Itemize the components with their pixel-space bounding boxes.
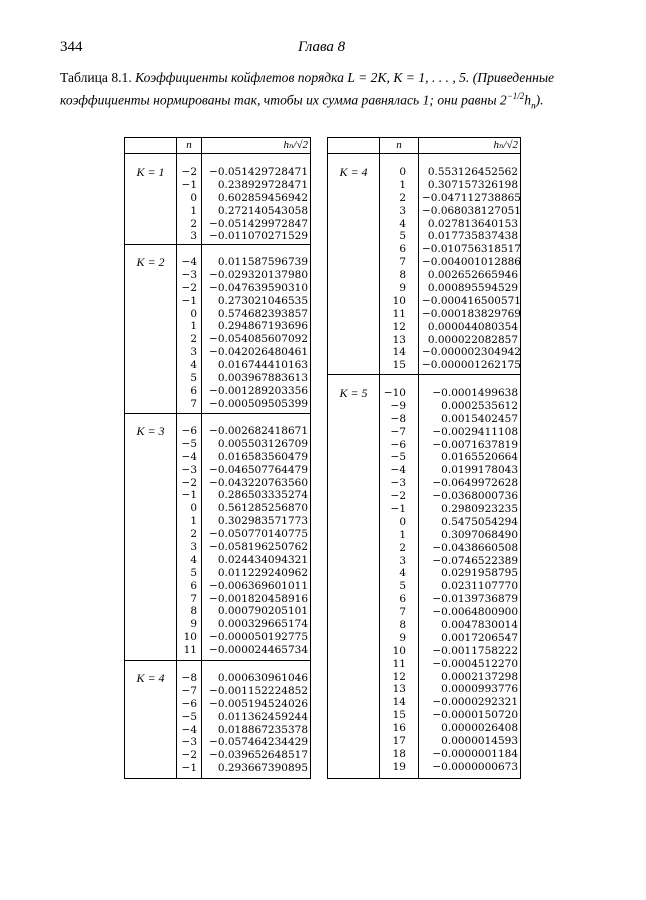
table-cell-n: 11	[392, 657, 406, 670]
column-divider	[418, 138, 419, 778]
table-cell-n: 2	[190, 333, 197, 346]
table-cell-n: −6	[181, 697, 197, 710]
table-cell-value: 0.0047830014	[441, 619, 518, 632]
value-column	[422, 387, 518, 774]
table-cell-n: 3	[399, 204, 406, 217]
table-cell-value: 0.0002137298	[441, 670, 518, 683]
table-cell-n: 8	[399, 619, 406, 632]
table-cell-value: 0.000329665174	[217, 618, 308, 631]
table-cell-n: 12	[392, 670, 406, 683]
table-cell-value: −0.039652648517	[209, 749, 308, 762]
table-cell-n: −3	[181, 268, 197, 281]
group-rule	[125, 660, 310, 661]
table-cell-n: −4	[181, 256, 197, 268]
table-cell-n: −1	[390, 503, 406, 516]
table-cell-n: 5	[399, 230, 406, 243]
coefficient-table-right	[327, 137, 521, 779]
value-column	[205, 672, 308, 775]
table-cell-n: 0	[190, 307, 197, 320]
table-cell-n: −8	[390, 412, 406, 425]
n-column	[177, 256, 197, 411]
table-cell-n: 4	[190, 359, 197, 372]
table-cell-value: −0.054085607092	[209, 333, 308, 346]
table-cell-value: −0.010756318517	[422, 243, 521, 256]
table-cell-value: 0.602859456942	[217, 191, 308, 204]
table-cell-n: 6	[190, 579, 197, 592]
table-cell-value: 0.2980923235	[441, 503, 518, 516]
table-cell-n: 15	[392, 709, 406, 722]
table-cell-value: −0.0000292321	[432, 696, 518, 709]
group-label-k1: K = 1	[136, 165, 165, 179]
table-cell-n: 13	[392, 683, 406, 696]
value-column	[205, 166, 308, 243]
column-divider	[201, 138, 202, 778]
table-cell-n: −7	[181, 684, 197, 697]
table-cell-n: −7	[390, 425, 406, 438]
table-cell-n: −8	[181, 672, 197, 684]
table-cell-value: 0.011362459244	[217, 710, 308, 723]
group-label-k4: K = 4	[339, 165, 368, 179]
table-cell-value: −0.051429728471	[209, 166, 308, 178]
table-cell-n: 15	[392, 359, 406, 372]
table-cell-n: 2	[399, 541, 406, 554]
caption-sub: n	[531, 100, 536, 111]
table-cell-n: −1	[181, 178, 197, 191]
group-label-k5: K = 5	[339, 386, 368, 400]
table-cell-n: 0	[190, 191, 197, 204]
group-label-k3: K = 3	[136, 424, 165, 438]
n-column	[380, 166, 406, 372]
table-cell-value: 0.0000014593	[441, 735, 518, 748]
table-cell-value: −0.000001262175	[422, 359, 521, 372]
table-cell-value: −0.0000001184	[432, 747, 518, 760]
table-cell-value: 0.0231107770	[441, 580, 518, 593]
table-cell-n: 10	[183, 631, 197, 644]
table-cell-n: 1	[190, 515, 197, 528]
table-cell-value: −0.057464234429	[209, 736, 308, 749]
table-cell-n: 6	[399, 593, 406, 606]
value-column	[422, 166, 521, 372]
table-cell-value: −0.0071637819	[432, 438, 518, 451]
table-cell-n: −3	[390, 477, 406, 490]
table-cell-n: 11	[392, 307, 406, 320]
table-cell-n: −2	[390, 490, 406, 503]
table-cell-n: 4	[399, 567, 406, 580]
group-rule	[125, 413, 310, 414]
table-cell-n: −1	[181, 762, 197, 775]
table-caption	[60, 69, 588, 114]
table-cell-n: 4	[190, 553, 197, 566]
table-cell-value: −0.042026480461	[209, 346, 308, 359]
table-cell-value: 0.286503335274	[217, 489, 308, 502]
table-cell-value: 0.5475054294	[441, 515, 518, 528]
table-cell-value: 0.018867235378	[217, 723, 308, 736]
table-cell-value: 0.017735837438	[427, 230, 518, 243]
table-cell-n: 1	[399, 178, 406, 191]
table-cell-n: 0	[399, 515, 406, 528]
table-cell-value: −0.0000000673	[432, 760, 518, 773]
table-cell-n: 9	[190, 618, 197, 631]
table-cell-value: 0.000895594529	[427, 282, 518, 295]
table-cell-value: 0.3097068490	[441, 528, 518, 541]
table-cell-n: 10	[392, 294, 406, 307]
table-cell-value: −0.000024465734	[209, 644, 308, 657]
table-cell-value: −0.000509505399	[209, 397, 308, 410]
group-rule	[328, 374, 520, 375]
table-cell-value: 0.011229240962	[217, 566, 308, 579]
table-cell-n: 3	[190, 541, 197, 554]
table-cell-value: −0.0004512270	[432, 657, 518, 670]
table-cell-value: 0.553126452562	[427, 166, 518, 178]
table-cell-value: 0.293667390895	[217, 762, 308, 775]
table-cell-n: 2	[190, 528, 197, 541]
table-cell-value: −0.029320137980	[209, 268, 308, 281]
table-cell-n: −9	[390, 399, 406, 412]
table-cell-n: 12	[392, 320, 406, 333]
caption-lead: Таблица 8.1.	[60, 70, 132, 85]
table-cell-n: 7	[399, 606, 406, 619]
table-cell-value: 0.016744410163	[217, 359, 308, 372]
table-cell-n: −4	[181, 450, 197, 463]
table-cell-value: 0.294867193696	[217, 320, 308, 333]
header-n: n	[186, 139, 192, 151]
table-cell-n: 14	[392, 696, 406, 709]
table-cell-value: −0.047639590310	[209, 281, 308, 294]
table-cell-value: −0.0001499638	[432, 387, 518, 399]
table-cell-value: −0.0139736879	[432, 593, 518, 606]
table-cell-n: 5	[190, 372, 197, 385]
n-column	[177, 166, 197, 243]
table-cell-n: 3	[190, 230, 197, 243]
table-cell-value: −0.001820458916	[209, 592, 308, 605]
table-cell-value: 0.005503126709	[217, 437, 308, 450]
table-cell-value: −0.0000150720	[432, 709, 518, 722]
table-cell-value: −0.0438660508	[432, 541, 518, 554]
table-cell-n: 6	[190, 384, 197, 397]
table-cell-n: 2	[190, 217, 197, 230]
table-cell-value: 0.000044080354	[427, 320, 518, 333]
table-cell-value: 0.0002535612	[441, 399, 518, 412]
table-cell-n: 2	[399, 191, 406, 204]
table-cell-n: 5	[399, 580, 406, 593]
table-cell-n: 10	[392, 644, 406, 657]
table-cell-value: 0.0015402457	[441, 412, 518, 425]
table-cell-value: 0.024434094321	[217, 553, 308, 566]
table-cell-value: 0.003967883613	[217, 372, 308, 385]
table-cell-value: 0.027813640153	[427, 217, 518, 230]
table-cell-n: 1	[190, 320, 197, 333]
header-hn: hₙ/√2	[493, 139, 518, 151]
table-cell-n: −6	[390, 438, 406, 451]
table-cell-n: −2	[181, 166, 197, 178]
table-cell-value: −0.068038127051	[422, 204, 521, 217]
n-column	[177, 672, 197, 775]
table-cell-n: 17	[392, 735, 406, 748]
table-cell-value: −0.001289203356	[209, 384, 308, 397]
table-cell-n: 3	[399, 554, 406, 567]
table-cell-value: 0.238929728471	[217, 178, 308, 191]
table-cell-value: −0.001152224852	[209, 684, 308, 697]
group-label-k2: K = 2	[136, 255, 165, 269]
table-cell-n: −2	[181, 476, 197, 489]
table-cell-value: 0.574682393857	[217, 307, 308, 320]
table-cell-value: −0.000002304942	[422, 346, 521, 359]
table-cell-n: −3	[181, 736, 197, 749]
table-cell-value: −0.046507764479	[209, 463, 308, 476]
table-cell-n: 11	[183, 644, 197, 657]
table-cell-n: 7	[399, 256, 406, 269]
table-cell-n: 9	[399, 282, 406, 295]
table-cell-value: −0.0368000736	[432, 490, 518, 503]
table-cell-value: 0.0000993776	[441, 683, 518, 696]
table-cell-value: −0.0029411108	[432, 425, 518, 438]
table-cell-n: 1	[190, 204, 197, 217]
table-cell-value: −0.002682418671	[209, 425, 308, 437]
table-cell-value: −0.005194524026	[209, 697, 308, 710]
table-cell-n: −5	[390, 451, 406, 464]
table-cell-value: −0.0746522389	[432, 554, 518, 567]
group-label-k4: K = 4	[136, 671, 165, 685]
header-n: n	[396, 139, 402, 151]
n-column	[380, 387, 406, 774]
table-cell-value: −0.011070271529	[209, 230, 308, 243]
table-cell-value: 0.273021046535	[217, 294, 308, 307]
table-cell-value: 0.0165520664	[441, 451, 518, 464]
table-cell-value: −0.043220763560	[209, 476, 308, 489]
table-cell-n: 9	[399, 631, 406, 644]
table-cell-value: −0.058196250762	[209, 541, 308, 554]
table-cell-n: −4	[181, 723, 197, 736]
table-cell-n: 5	[190, 566, 197, 579]
table-cell-n: 14	[392, 346, 406, 359]
table-cell-value: 0.0017206547	[441, 631, 518, 644]
table-cell-n: 0	[190, 502, 197, 515]
table-cell-n: 8	[190, 605, 197, 618]
table-cell-n: 0	[399, 166, 406, 178]
table-cell-n: −2	[181, 749, 197, 762]
table-cell-value: −0.051429972847	[209, 217, 308, 230]
table-cell-value: −0.0011758222	[432, 644, 518, 657]
table-cell-n: 19	[392, 760, 406, 773]
table-cell-value: −0.000050192775	[209, 631, 308, 644]
table-cell-n: −3	[181, 463, 197, 476]
coefficient-table-left	[124, 137, 311, 779]
table-cell-value: −0.050770140775	[209, 528, 308, 541]
table-cell-value: 0.0199178043	[441, 464, 518, 477]
table-cell-n: 7	[190, 397, 197, 410]
table-cell-value: 0.000630961046	[217, 672, 308, 684]
value-column	[205, 425, 308, 657]
table-cell-value: −0.0649972628	[432, 477, 518, 490]
table-cell-n: 4	[399, 217, 406, 230]
table-cell-n: 6	[399, 243, 406, 256]
chapter-title: Глава 8	[298, 39, 346, 55]
table-cell-n: 8	[399, 269, 406, 282]
table-cell-value: 0.0000026408	[441, 722, 518, 735]
caption-h: h	[524, 92, 532, 108]
n-column	[177, 425, 197, 657]
table-cell-value: −0.000183829769	[422, 307, 521, 320]
table-cell-n: 16	[392, 722, 406, 735]
header-hn: hₙ/√2	[283, 139, 308, 151]
table-cell-value: 0.016583560479	[217, 450, 308, 463]
table-cell-value: −0.0064800900	[432, 606, 518, 619]
table-cell-n: −2	[181, 281, 197, 294]
table-cell-value: −0.006369601011	[209, 579, 308, 592]
header-rule	[328, 153, 520, 154]
table-cell-n: 7	[190, 592, 197, 605]
table-cell-value: 0.002652665946	[427, 269, 518, 282]
caption-end: ).	[535, 92, 544, 108]
table-cell-n: −5	[181, 710, 197, 723]
table-cell-value: 0.0291958795	[441, 567, 518, 580]
table-cell-value: 0.000022082857	[427, 333, 518, 346]
value-column	[205, 256, 308, 411]
table-cell-n: 18	[392, 747, 406, 760]
table-cell-n: −1	[181, 294, 197, 307]
table-cell-value: −0.047112738865	[422, 191, 521, 204]
page-number: 344	[60, 39, 83, 55]
table-cell-n: −4	[390, 464, 406, 477]
table-cell-n: 3	[190, 346, 197, 359]
table-cell-value: 0.011587596739	[217, 256, 308, 268]
group-rule	[125, 244, 310, 245]
table-cell-n: −10	[383, 387, 406, 399]
table-cell-value: −0.004001012886	[422, 256, 521, 269]
table-cell-n: 13	[392, 333, 406, 346]
table-cell-value: 0.307157326198	[427, 178, 518, 191]
table-cell-value: −0.000416500571	[422, 294, 521, 307]
table-cell-value: 0.272140543058	[217, 204, 308, 217]
table-cell-n: −1	[181, 489, 197, 502]
header-rule	[125, 153, 310, 154]
table-cell-value: 0.302983571773	[217, 515, 308, 528]
table-cell-n: −5	[181, 437, 197, 450]
caption-body: Коэффициенты койфлетов порядка L = 2K, K = 1, . . . , 5. (Приведенные коэффициенты нормированы так, чтобы их сумма равнялась 1; они равны 2	[60, 70, 555, 108]
table-cell-n: 1	[399, 528, 406, 541]
caption-exponent: −1/2	[506, 91, 525, 101]
table-cell-value: 0.000790205101	[217, 605, 308, 618]
table-cell-value: 0.561285256870	[217, 502, 308, 515]
table-cell-n: −6	[181, 425, 197, 437]
